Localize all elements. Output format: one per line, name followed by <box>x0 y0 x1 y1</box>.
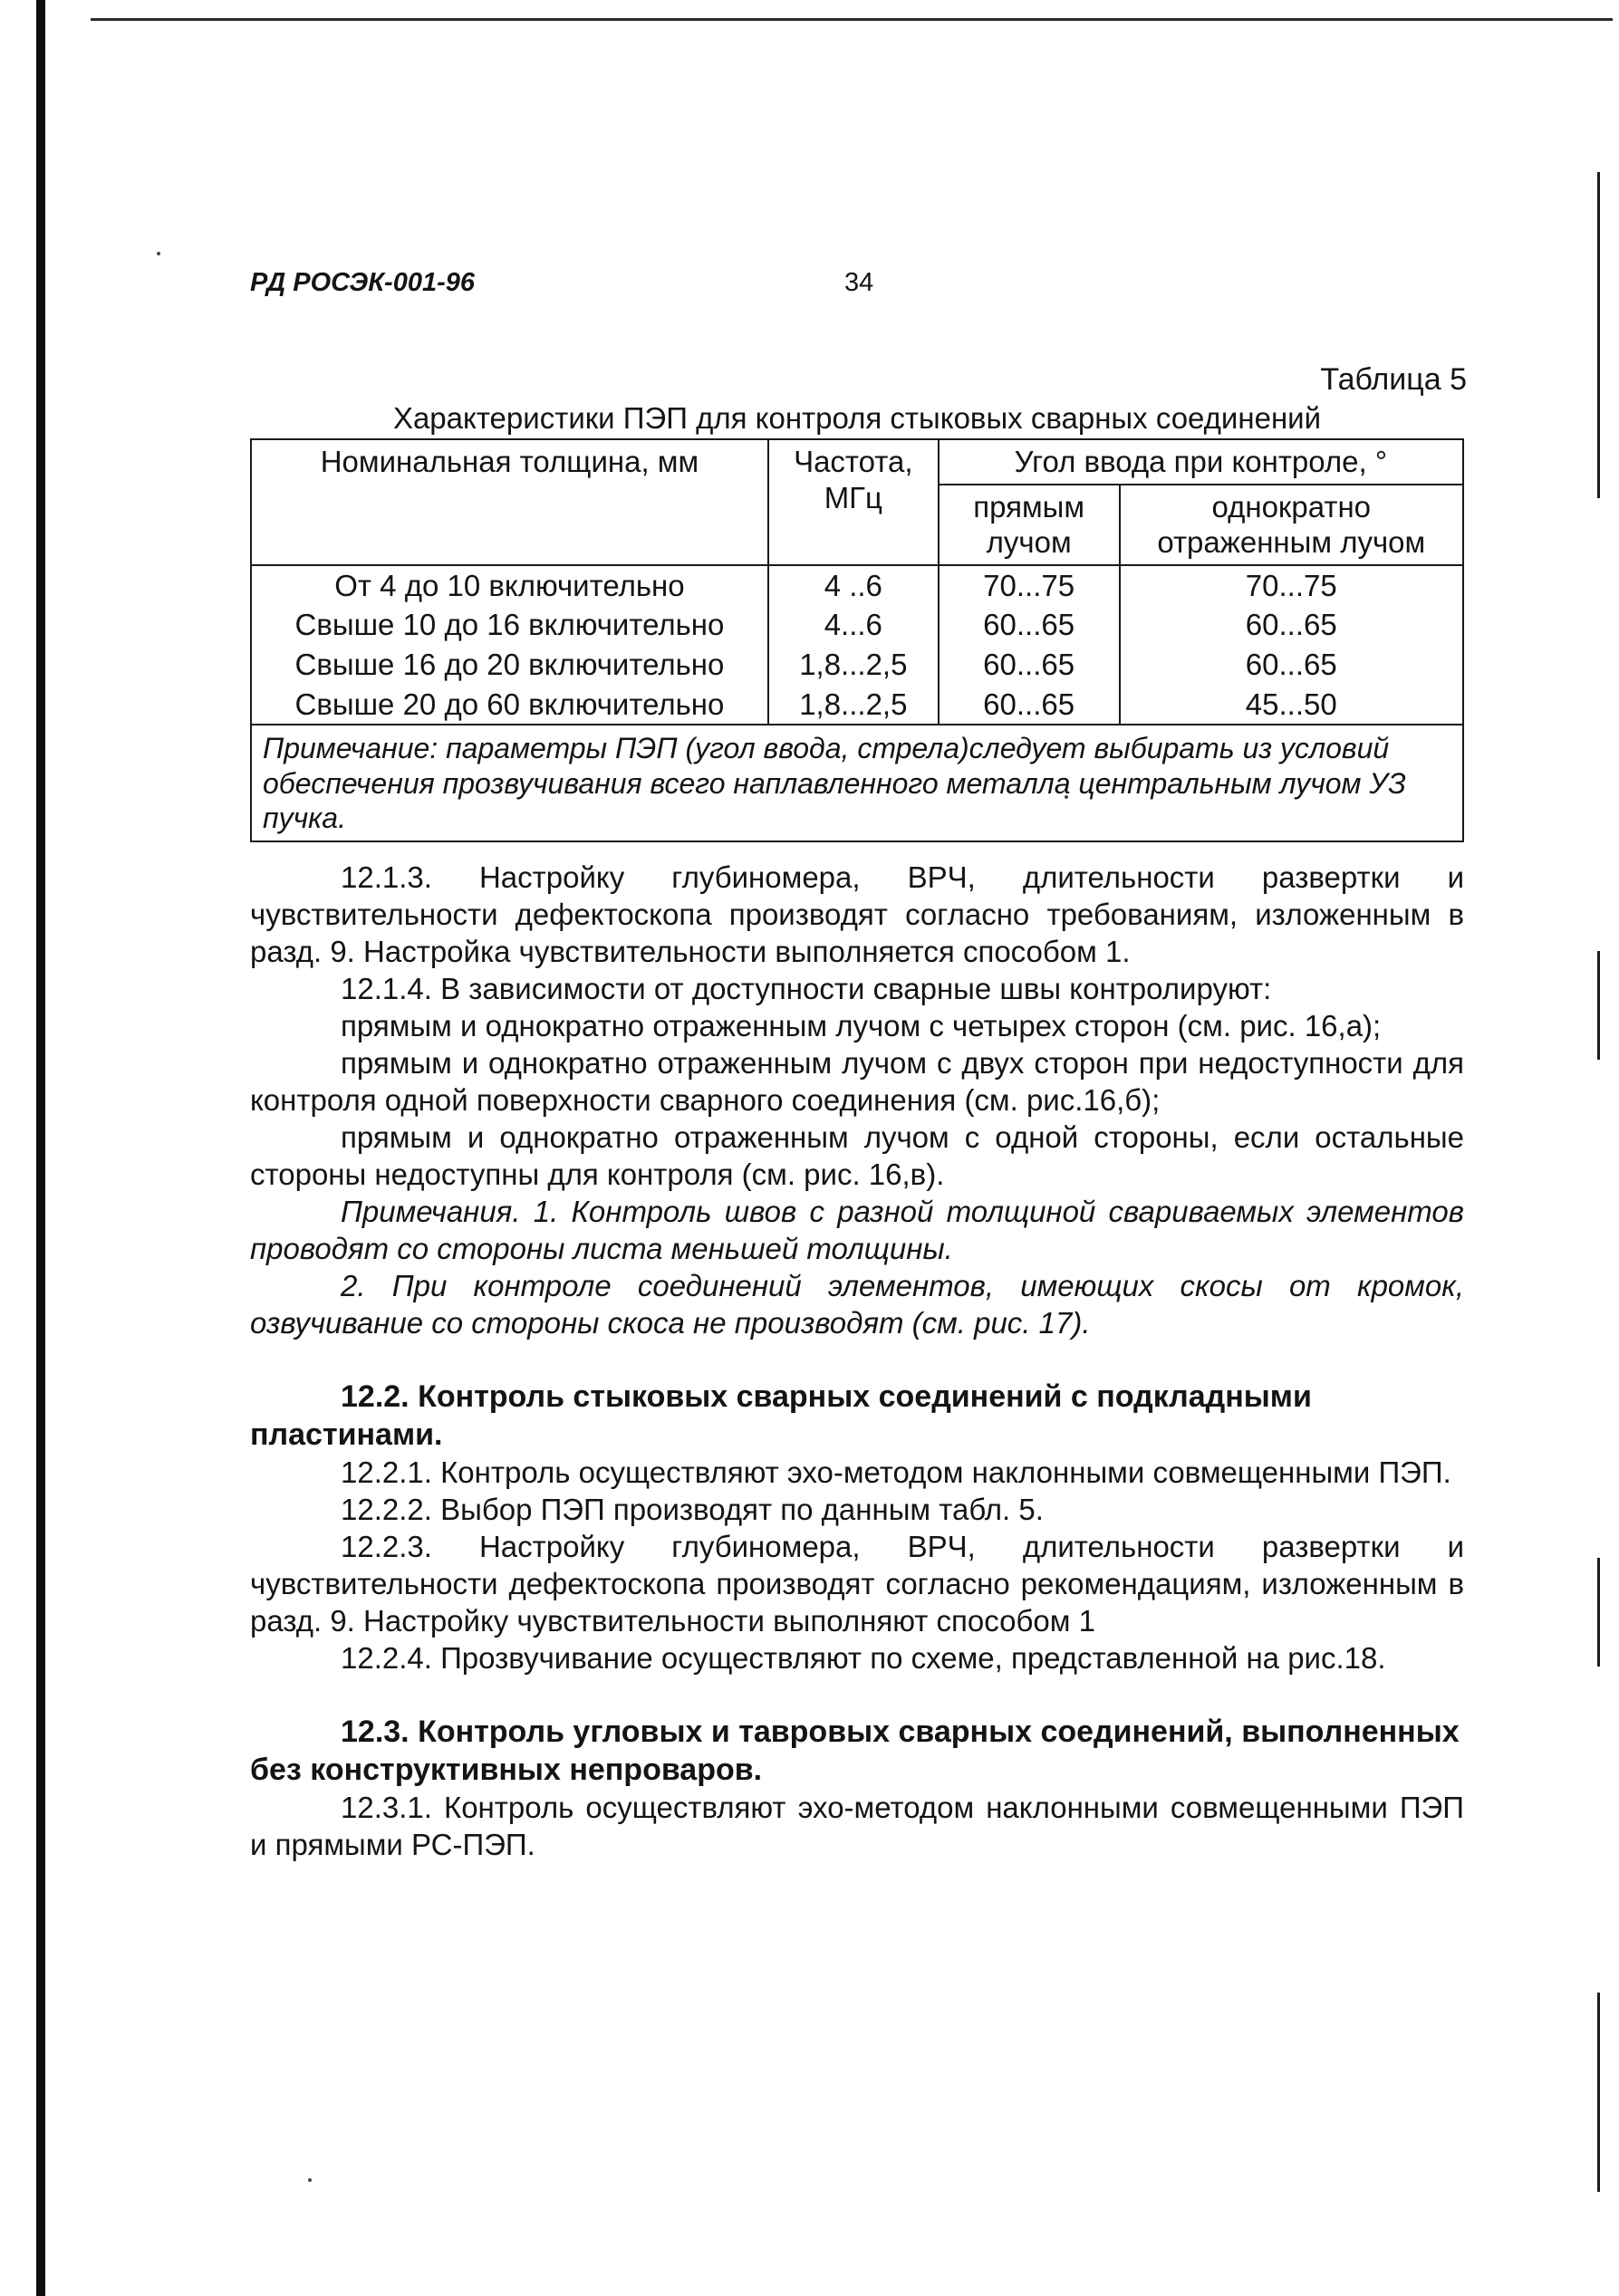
document-code: РД РОСЭК-001-96 <box>250 268 475 297</box>
running-header <box>250 268 1464 304</box>
table-caption: Характеристики ПЭП для контроля стыковых сварных соединений <box>392 401 1322 435</box>
cell-angle-direct: 60...65 <box>939 645 1120 685</box>
scan-margin-mark <box>1597 172 1600 498</box>
cell-angle-reflected: 60...65 <box>1120 645 1463 685</box>
option-four-sides: прямым и однократно отраженным лучом с четырех сторон (см. рис. 16,а); <box>341 1009 1382 1042</box>
cell-thickness: Свыше 16 до 20 включительно <box>251 645 768 685</box>
table-row <box>251 605 1463 645</box>
paragraph-12-2-1: 12.2.1. Контроль осуществляют эхо-методом наклонными совмещенными ПЭП. <box>341 1455 1451 1489</box>
cell-frequency: 1,8...2,5 <box>768 685 939 725</box>
page-number: 34 <box>844 268 874 297</box>
scan-margin-mark <box>1597 1558 1600 1667</box>
scan-top-line <box>91 18 1613 21</box>
scan-edge-bar <box>36 0 45 2296</box>
table-note: Примечание: параметры ПЭП (угол ввода, стрела)следует выбирать из условий обеспечения прозвучивания всего наплавленного металла центральным лучом УЗ пучка. <box>251 725 1463 841</box>
note-2: 2. При контроле соединений элементов, имеющих скосы от кромок, озвучивание со стороны скоса не производят (см. рис. 17). <box>250 1269 1464 1340</box>
paragraph-12-2-2: 12.2.2. Выбор ПЭП производят по данным табл. 5. <box>341 1493 1044 1526</box>
table-row <box>251 565 1463 606</box>
table-note-row <box>251 725 1463 841</box>
heading-12-3: 12.3. Контроль угловых и тавровых сварных соединений, выполненных без конструктивных непроваров. <box>250 1715 1460 1787</box>
scan-margin-mark <box>1597 951 1600 1060</box>
cell-thickness: Свыше 20 до 60 включительно <box>251 685 768 725</box>
cell-frequency: 4...6 <box>768 605 939 645</box>
table-number: Таблица 5 <box>1320 362 1467 397</box>
table-row <box>251 645 1463 685</box>
paragraph-12-1-4: 12.1.4. В зависимости от доступности сварные швы контролируют: <box>341 972 1272 1005</box>
option-one-side: прямым и однократно отраженным лучом с одной стороны, если остальные стороны недоступны для контроля (см. рис. 16,в). <box>250 1120 1464 1191</box>
heading-12-2: 12.2. Контроль стыковых сварных соединений с подкладными пластинами. <box>250 1379 1312 1452</box>
header-frequency: Частота, МГц <box>768 439 939 565</box>
scan-speck <box>157 252 160 255</box>
header-angle-direct: прямым лучом <box>939 485 1120 565</box>
paragraph-12-2-4: 12.2.4. Прозвучивание осуществляют по схеме, представленной на рис.18. <box>341 1641 1386 1675</box>
paragraph-12-1-3: 12.1.3. Настройку глубиномера, ВРЧ, длительности развертки и чувствительности дефектоскопа производят согласно требованиям, изложенным в разд. 9. Настройка чувствительности выполняется способом 1. <box>250 860 1464 968</box>
cell-angle-direct: 60...65 <box>939 685 1120 725</box>
note-1: Примечания. 1. Контроль швов с разной толщиной свариваемых элементов проводят со стороны листа меньшей толщины. <box>250 1195 1464 1265</box>
option-two-sides: прямым и однократно отраженным лучом с двух сторон при недоступности для контроля одной поверхности сварного соединения (см. рис.16,б); <box>250 1046 1464 1117</box>
header-angle-reflected: однократно отраженным лучом <box>1120 485 1463 565</box>
scan-speck <box>308 2178 312 2182</box>
section-gap <box>250 1676 1464 1713</box>
cell-angle-direct: 70...75 <box>939 565 1120 606</box>
transducer-table <box>250 438 1464 842</box>
body-text <box>250 859 1464 1863</box>
paragraph-12-2-3: 12.2.3. Настройку глубиномера, ВРЧ, длительности развертки и чувствительности дефектоскопа производят согласно рекомендациям, изложенным в разд. 9. Настройку чувствительности выполняют способом 1 <box>250 1530 1464 1638</box>
table-row <box>251 685 1463 725</box>
cell-frequency: 1,8...2,5 <box>768 645 939 685</box>
cell-angle-reflected: 70...75 <box>1120 565 1463 606</box>
header-thickness: Номинальная толщина, мм <box>251 439 768 565</box>
cell-angle-reflected: 45...50 <box>1120 685 1463 725</box>
scan-margin-mark <box>1597 1993 1600 2192</box>
cell-frequency: 4 ..6 <box>768 565 939 606</box>
paragraph-12-3-1: 12.3.1. Контроль осуществляют эхо-методом наклонными совмещенными ПЭП и прямыми РС-ПЭП. <box>250 1791 1464 1861</box>
header-angle-group: Угол ввода при контроле, ° <box>939 439 1463 485</box>
cell-thickness: От 4 до 10 включительно <box>251 565 768 606</box>
cell-thickness: Свыше 10 до 16 включительно <box>251 605 768 645</box>
cell-angle-direct: 60...65 <box>939 605 1120 645</box>
cell-angle-reflected: 60...65 <box>1120 605 1463 645</box>
section-gap <box>250 1341 1464 1378</box>
